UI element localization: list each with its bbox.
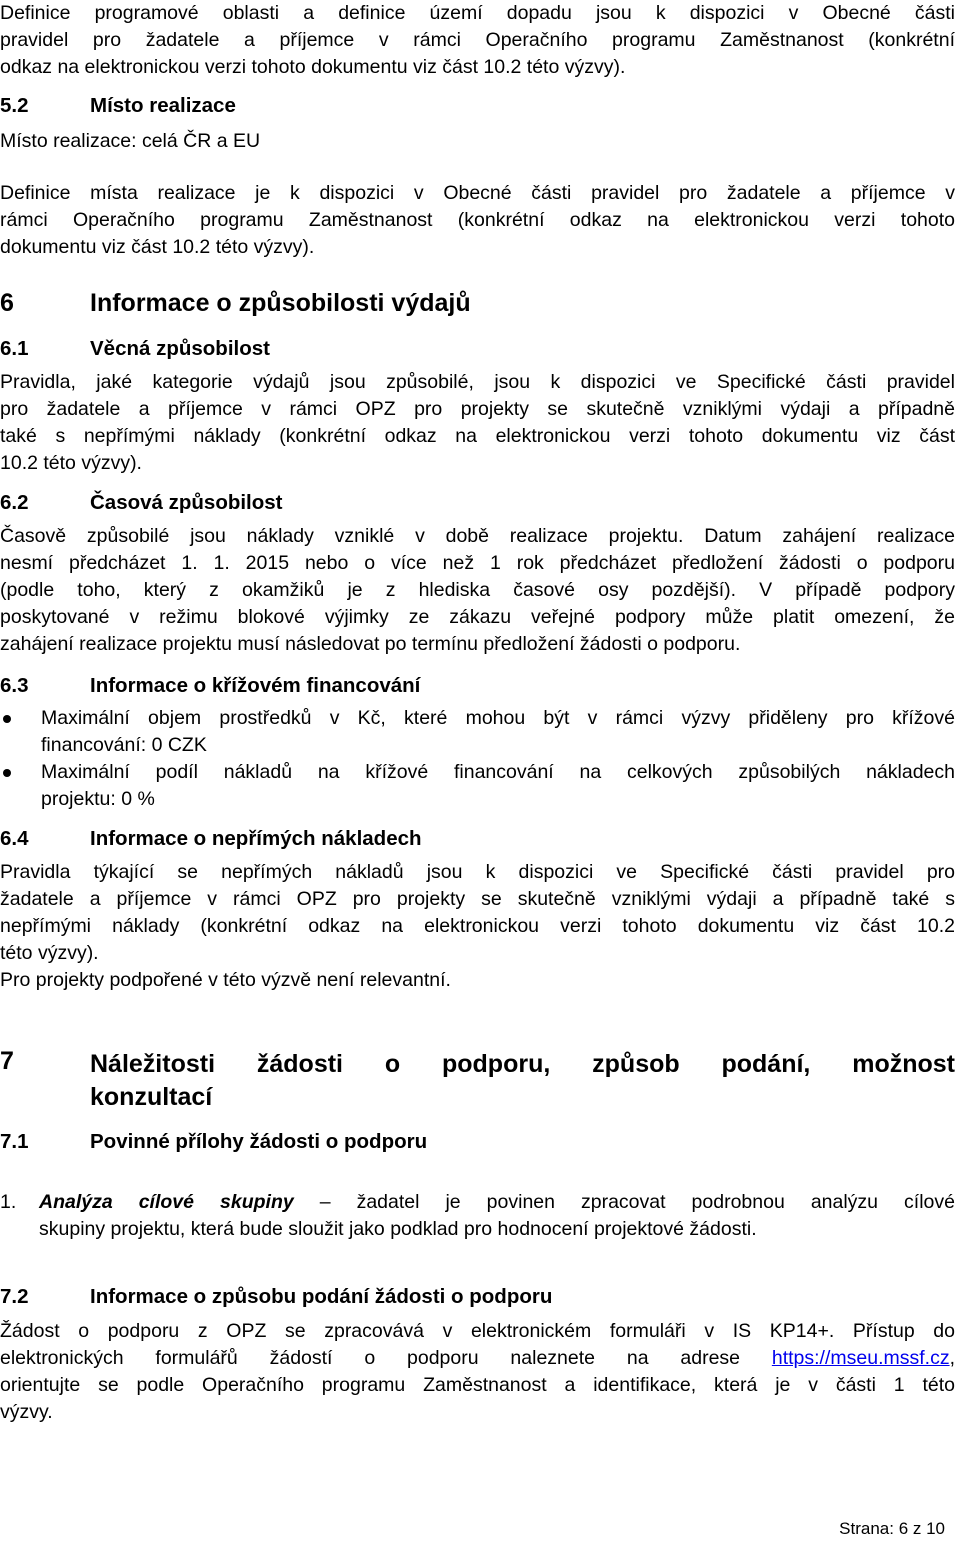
paragraph-line: 10.2 této výzvy).: [0, 452, 142, 474]
paragraph-line: zahájení realizace projektu musí následovat po termínu předložení žádosti o podporu.: [0, 633, 741, 655]
paragraph-line: této výzvy).: [0, 942, 99, 964]
paragraph-line: Žádost o podporu z OPZ se zpracovává v elektronickém formuláři v IS KP14+. Přístup do: [0, 1320, 955, 1342]
page-number: Strana: 6 z 10: [839, 1519, 945, 1538]
paragraph-line: žadatele a příjemce v rámci OPZ pro projekty se skutečně vzniklými výdaji a případně také s: [0, 888, 955, 910]
intro-line: odkaz na elektronickou verzi tohoto dokumentu viz část 10.2 této výzvy).: [0, 56, 626, 78]
section-title: Informace o způsobu podání žádosti o podporu: [90, 1285, 553, 1308]
item-number: 1.: [0, 1191, 17, 1213]
paragraph-line: Časově způsobilé jsou náklady vzniklé v době realizace projektu. Datum zahájení realizace: [0, 525, 955, 547]
paragraph-line: pro žadatele a příjemce v rámci OPZ pro projekty se skutečně vzniklými výdaji a případně: [0, 398, 955, 420]
paragraph-line: Definice místa realizace je k dispozici v Obecné části pravidel pro žadatele a příjemce v: [0, 182, 955, 204]
section-7-1-heading: [0, 1128, 427, 1155]
section-title: Místo realizace: [90, 94, 236, 117]
section-6-2-heading: [0, 489, 283, 516]
paragraph-line: Pravidla, jaké kategorie výdajů jsou způsobilé, jsou k dispozici ve Specifické části pravidel: [0, 371, 955, 393]
section-title-line: konzultací: [90, 1083, 213, 1111]
paragraph-line: také s nepřímými náklady (konkrétní odkaz na elektronickou verzi tohoto dokumentu viz část: [0, 425, 955, 447]
section-number: 6: [0, 289, 14, 317]
section-number: 6.3: [0, 674, 29, 697]
section-number: 5.2: [0, 94, 29, 117]
list-item: Maximální podíl nákladů na křížové financování na celkových způsobilých nákladech projektu: 0 %: [0, 759, 955, 813]
section-6-heading: [0, 290, 471, 317]
intro-line: pravidel pro žadatele a příjemce v rámci Operačního programu Zaměstnanost (konkrétní: [0, 29, 955, 51]
section-title: Povinné přílohy žádosti o podporu: [90, 1130, 428, 1153]
section-6-1-heading: [0, 335, 270, 362]
section-6-3-heading: [0, 672, 420, 699]
section-number: 7: [0, 1047, 14, 1075]
section-number: 7.1: [0, 1130, 29, 1153]
paragraph-line: elektronických formulářů žádostí o podporu naleznete na adrese https://mseu.mssf.cz,: [0, 1347, 955, 1369]
section-title: Informace o způsobilosti výdajů: [90, 289, 471, 317]
paragraph-line: Pravidla týkající se nepřímých nákladů jsou k dispozici ve Specifické části pravidel pro: [0, 861, 955, 883]
paragraph-line: (podle toho, který z okamžiků je z hlediska časové osy pozdější). V případě podpory: [0, 579, 955, 601]
attachment-item: [0, 1189, 955, 1243]
paragraph-line: rámci Operačního programu Zaměstnanost (konkrétní odkaz na elektronickou verzi tohoto: [0, 209, 955, 231]
section-7-2-paragraph: [0, 1318, 955, 1426]
section-6-2-paragraph: [0, 523, 955, 658]
item-bold-title: Analýza cílové skupiny: [39, 1191, 294, 1213]
item-line: skupiny projektu, která bude sloužit jako podklad pro hodnocení projektové žádosti.: [39, 1218, 757, 1240]
intro-paragraph: [0, 0, 955, 81]
paragraph-line: poskytované v režimu blokové výjimky ze zákazu veřejné podpory může platit omezení, že: [0, 606, 955, 628]
paragraph-line: výzvy.: [0, 1401, 53, 1423]
section-6-4-heading: [0, 825, 422, 852]
section-6-1-paragraph: [0, 369, 955, 477]
section-title-line: Náležitosti žádosti o podporu, způsob podání, možnost: [90, 1050, 955, 1078]
intro-line: Definice programové oblasti a definice území dopadu jsou k dispozici v Obecné části: [0, 2, 955, 24]
relevance-note: Pro projekty podpořené v této výzvě není relevantní.: [0, 969, 451, 991]
list-item: Maximální objem prostředků v Kč, které mohou být v rámci výzvy přiděleny pro křížové financování: 0 CZK: [0, 705, 955, 759]
bullet-icon: [3, 715, 11, 723]
section-7-heading: [0, 1048, 955, 1114]
paragraph-line: nepřímými náklady (konkrétní odkaz na elektronickou verzi tohoto dokumentu viz část 10.2: [0, 915, 955, 937]
item-line: Analýza cílové skupiny – žadatel je povinen zpracovat podrobnou analýzu cílové: [39, 1191, 955, 1213]
section-6-4-paragraph: [0, 859, 955, 994]
section-number: 6.1: [0, 337, 29, 360]
place-of-realization: Místo realizace: celá ČR a EU: [0, 130, 261, 152]
section-number: 6.4: [0, 827, 29, 850]
cross-financing-list: [0, 705, 955, 813]
section-title: Informace o křížovém financování: [90, 674, 421, 697]
section-5-2-paragraph: [0, 180, 955, 261]
paragraph-line: orientujte se podle Operačního programu Zaměstnanost a identifikace, která je v části 1 této: [0, 1374, 955, 1396]
section-number: 7.2: [0, 1285, 29, 1308]
section-title: Informace o nepřímých nákladech: [90, 827, 422, 850]
paragraph-line: nesmí předcházet 1. 1. 2015 nebo o více než 1 rok předcházet předložení žádosti o podporu: [0, 552, 955, 574]
section-7-2-heading: [0, 1283, 552, 1310]
mseu-link[interactable]: https://mseu.mssf.cz: [771, 1347, 950, 1369]
bullet-icon: [3, 769, 11, 777]
section-title: Časová způsobilost: [90, 491, 283, 514]
section-5-2-heading: [0, 92, 236, 119]
paragraph-line: dokumentu viz část 10.2 této výzvy).: [0, 236, 315, 258]
section-number: 6.2: [0, 491, 29, 514]
section-title: Věcná způsobilost: [90, 337, 270, 360]
